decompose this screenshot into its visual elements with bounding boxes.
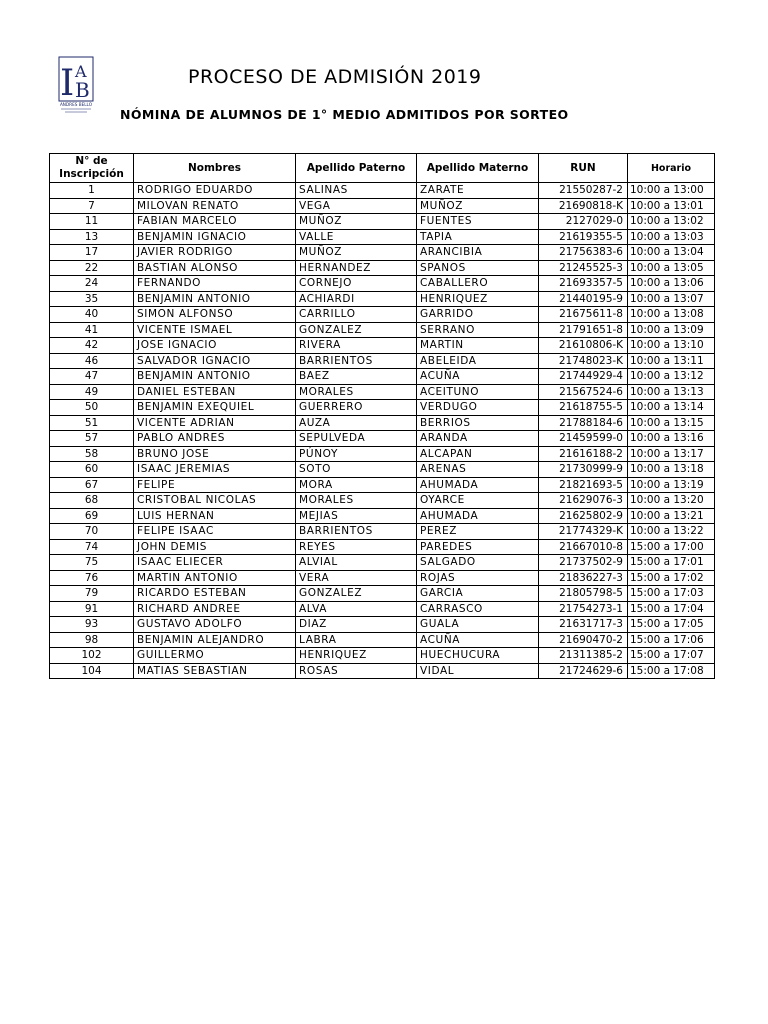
cell-nombres: CRISTOBAL NICOLAS [134,493,296,509]
cell-apellido-materno: PEREZ [417,524,539,540]
cell-nombres: BENJAMIN IGNACIO [134,229,296,245]
header-inscripcion [50,154,134,183]
table-row [50,477,715,493]
cell-nombres: FELIPE ISAAC [134,524,296,540]
cell-run: 21459599-0 [539,431,628,447]
table-row [50,276,715,292]
cell-nombres: GUILLERMO [134,648,296,664]
cell-apellido-paterno: SALINAS [296,183,417,199]
cell-inscripcion: 79 [50,586,134,602]
cell-apellido-materno: MUÑOZ [417,198,539,214]
cell-apellido-paterno: CORNEJO [296,276,417,292]
table-row [50,524,715,540]
cell-apellido-materno: AHUMADA [417,477,539,493]
table-row [50,183,715,199]
cell-horario: 10:00 a 13:18 [628,462,715,478]
cell-nombres: BENJAMIN ANTONIO [134,291,296,307]
cell-horario: 15:00 a 17:00 [628,539,715,555]
table-row [50,214,715,230]
cell-run: 21737502-9 [539,555,628,571]
cell-inscripcion: 46 [50,353,134,369]
cell-apellido-paterno: SEPULVEDA [296,431,417,447]
cell-apellido-materno: TAPIA [417,229,539,245]
cell-apellido-materno: VIDAL [417,663,539,679]
page-subtitle: NÓMINA DE ALUMNOS DE 1° MEDIO ADMITIDOS POR SORTEO [120,107,569,122]
table-row [50,229,715,245]
cell-horario: 10:00 a 13:08 [628,307,715,323]
cell-apellido-materno: GARRIDO [417,307,539,323]
cell-inscripcion: 75 [50,555,134,571]
cell-apellido-materno: HENRIQUEZ [417,291,539,307]
cell-apellido-paterno: CARRILLO [296,307,417,323]
cell-apellido-paterno: HENRIQUEZ [296,648,417,664]
cell-inscripcion: 74 [50,539,134,555]
cell-run: 21693357-5 [539,276,628,292]
cell-apellido-materno: OYARCE [417,493,539,509]
cell-inscripcion: 24 [50,276,134,292]
cell-nombres: JAVIER RODRIGO [134,245,296,261]
cell-nombres: VICENTE ADRIAN [134,415,296,431]
school-logo [55,55,97,119]
cell-apellido-materno: ACUÑA [417,632,539,648]
cell-nombres: SALVADOR IGNACIO [134,353,296,369]
table-row [50,446,715,462]
cell-run: 21756383-6 [539,245,628,261]
cell-horario: 10:00 a 13:00 [628,183,715,199]
cell-inscripcion: 68 [50,493,134,509]
cell-nombres: ISAAC JEREMIAS [134,462,296,478]
cell-apellido-paterno: VERA [296,570,417,586]
cell-horario: 10:00 a 13:19 [628,477,715,493]
cell-apellido-materno: SPANOS [417,260,539,276]
cell-inscripcion: 17 [50,245,134,261]
cell-horario: 10:00 a 13:20 [628,493,715,509]
cell-apellido-materno: ROJAS [417,570,539,586]
cell-nombres: BENJAMIN ANTONIO [134,369,296,385]
cell-inscripcion: 50 [50,400,134,416]
cell-horario: 10:00 a 13:05 [628,260,715,276]
cell-horario: 10:00 a 13:15 [628,415,715,431]
cell-apellido-paterno: MUÑOZ [296,245,417,261]
table-row [50,663,715,679]
cell-horario: 15:00 a 17:01 [628,555,715,571]
cell-run: 21631717-3 [539,617,628,633]
cell-inscripcion: 22 [50,260,134,276]
cell-apellido-materno: ACEITUNO [417,384,539,400]
table-row [50,632,715,648]
cell-apellido-paterno: BAEZ [296,369,417,385]
cell-horario: 10:00 a 13:14 [628,400,715,416]
cell-apellido-paterno: GONZALEZ [296,586,417,602]
cell-nombres: SIMON ALFONSO [134,307,296,323]
table-row [50,198,715,214]
cell-apellido-materno: FUENTES [417,214,539,230]
header-run: RUN [539,154,628,183]
cell-horario: 15:00 a 17:08 [628,663,715,679]
cell-nombres: LUIS HERNAN [134,508,296,524]
cell-inscripcion: 35 [50,291,134,307]
cell-nombres: BRUNO JOSE [134,446,296,462]
cell-horario: 15:00 a 17:04 [628,601,715,617]
cell-run: 21616188-2 [539,446,628,462]
table-row [50,291,715,307]
cell-run: 21690470-2 [539,632,628,648]
cell-horario: 10:00 a 13:09 [628,322,715,338]
cell-run: 21774329-K [539,524,628,540]
cell-inscripcion: 104 [50,663,134,679]
table-row [50,570,715,586]
cell-horario: 10:00 a 13:17 [628,446,715,462]
cell-apellido-materno: BERRIOS [417,415,539,431]
table-row [50,601,715,617]
cell-apellido-paterno: GONZALEZ [296,322,417,338]
cell-nombres: BASTIAN ALONSO [134,260,296,276]
cell-horario: 10:00 a 13:21 [628,508,715,524]
cell-horario: 10:00 a 13:01 [628,198,715,214]
table-row [50,431,715,447]
table-row [50,586,715,602]
cell-nombres: JOSE IGNACIO [134,338,296,354]
cell-apellido-paterno: MUÑOZ [296,214,417,230]
cell-horario: 15:00 a 17:07 [628,648,715,664]
page-title: PROCESO DE ADMISIÓN 2019 [188,66,482,88]
cell-horario: 10:00 a 13:02 [628,214,715,230]
cell-run: 21821693-5 [539,477,628,493]
cell-apellido-paterno: VEGA [296,198,417,214]
cell-inscripcion: 40 [50,307,134,323]
cell-nombres: ISAAC ELIECER [134,555,296,571]
cell-horario: 10:00 a 13:16 [628,431,715,447]
table-row [50,415,715,431]
cell-apellido-paterno: DIAZ [296,617,417,633]
cell-apellido-paterno: MEJIAS [296,508,417,524]
table-row [50,539,715,555]
cell-inscripcion: 11 [50,214,134,230]
cell-apellido-materno: GARCIA [417,586,539,602]
cell-run: 21567524-6 [539,384,628,400]
cell-inscripcion: 98 [50,632,134,648]
cell-run: 21744929-4 [539,369,628,385]
cell-run: 21805798-5 [539,586,628,602]
cell-apellido-paterno: LABRA [296,632,417,648]
cell-apellido-paterno: ACHIARDI [296,291,417,307]
cell-apellido-materno: CARRASCO [417,601,539,617]
header-inscripcion-line1: N° de [75,155,108,167]
cell-inscripcion: 7 [50,198,134,214]
table-row [50,260,715,276]
cell-nombres: GUSTAVO ADOLFO [134,617,296,633]
table-row [50,462,715,478]
header-nombres: Nombres [134,154,296,183]
table-row [50,555,715,571]
cell-apellido-materno: GUALA [417,617,539,633]
cell-nombres: FABIAN MARCELO [134,214,296,230]
cell-apellido-paterno: GUERRERO [296,400,417,416]
cell-nombres: JOHN DEMIS [134,539,296,555]
header-horario: Horario [628,154,715,183]
svg-text:I: I [60,63,75,104]
cell-horario: 10:00 a 13:04 [628,245,715,261]
cell-horario: 10:00 a 13:07 [628,291,715,307]
cell-horario: 10:00 a 13:12 [628,369,715,385]
header-apellido-paterno: Apellido Paterno [296,154,417,183]
cell-horario: 10:00 a 13:10 [628,338,715,354]
svg-text:A: A [75,62,87,81]
cell-inscripcion: 58 [50,446,134,462]
cell-apellido-materno: AHUMADA [417,508,539,524]
cell-apellido-materno: MARTIN [417,338,539,354]
table-row [50,508,715,524]
cell-horario: 10:00 a 13:13 [628,384,715,400]
cell-apellido-materno: HUECHUCURA [417,648,539,664]
cell-apellido-paterno: VALLE [296,229,417,245]
cell-horario: 15:00 a 17:05 [628,617,715,633]
cell-run: 21550287-2 [539,183,628,199]
cell-run: 2127029-0 [539,214,628,230]
cell-nombres: MILOVAN RENATO [134,198,296,214]
cell-apellido-paterno: ALVA [296,601,417,617]
table-row [50,322,715,338]
cell-horario: 10:00 a 13:11 [628,353,715,369]
cell-horario: 15:00 a 17:02 [628,570,715,586]
cell-horario: 10:00 a 13:06 [628,276,715,292]
cell-run: 21748023-K [539,353,628,369]
cell-inscripcion: 102 [50,648,134,664]
cell-apellido-paterno: ROSAS [296,663,417,679]
table-row [50,493,715,509]
cell-apellido-paterno: PÚNOY [296,446,417,462]
cell-apellido-paterno: REYES [296,539,417,555]
cell-inscripcion: 70 [50,524,134,540]
table-row [50,384,715,400]
cell-nombres: RODRIGO EDUARDO [134,183,296,199]
cell-nombres: FELIPE [134,477,296,493]
cell-run: 21440195-9 [539,291,628,307]
table-row [50,353,715,369]
cell-run: 21754273-1 [539,601,628,617]
cell-inscripcion: 69 [50,508,134,524]
header-inscripcion-line2: Inscripción [59,168,124,180]
table-row [50,648,715,664]
cell-run: 21311385-2 [539,648,628,664]
header-apellido-materno: Apellido Materno [417,154,539,183]
cell-apellido-materno: ARANDA [417,431,539,447]
cell-horario: 15:00 a 17:06 [628,632,715,648]
cell-inscripcion: 13 [50,229,134,245]
cell-inscripcion: 93 [50,617,134,633]
table-row [50,307,715,323]
cell-horario: 10:00 a 13:03 [628,229,715,245]
cell-apellido-paterno: HERNANDEZ [296,260,417,276]
cell-inscripcion: 42 [50,338,134,354]
cell-nombres: RICARDO ESTEBAN [134,586,296,602]
table-row [50,400,715,416]
cell-run: 21791651-8 [539,322,628,338]
cell-run: 21618755-5 [539,400,628,416]
cell-run: 21690818-K [539,198,628,214]
cell-inscripcion: 41 [50,322,134,338]
table-body [50,183,715,679]
cell-nombres: BENJAMIN ALEJANDRO [134,632,296,648]
cell-inscripcion: 67 [50,477,134,493]
cell-apellido-materno: ABELEIDA [417,353,539,369]
cell-run: 21667010-8 [539,539,628,555]
admitted-students-table [49,153,715,679]
cell-run: 21730999-9 [539,462,628,478]
cell-apellido-materno: ARENAS [417,462,539,478]
cell-run: 21724629-6 [539,663,628,679]
cell-inscripcion: 91 [50,601,134,617]
cell-nombres: FERNANDO [134,276,296,292]
cell-run: 21629076-3 [539,493,628,509]
cell-nombres: MARTIN ANTONIO [134,570,296,586]
cell-apellido-materno: ZARATE [417,183,539,199]
cell-nombres: BENJAMIN EXEQUIEL [134,400,296,416]
cell-apellido-paterno: BARRIENTOS [296,524,417,540]
cell-apellido-materno: SERRANO [417,322,539,338]
cell-apellido-paterno: AUZA [296,415,417,431]
cell-run: 21625802-9 [539,508,628,524]
cell-inscripcion: 47 [50,369,134,385]
table-row [50,338,715,354]
cell-run: 21610806-K [539,338,628,354]
cell-apellido-materno: ALCAPAN [417,446,539,462]
cell-apellido-materno: SALGADO [417,555,539,571]
cell-horario: 10:00 a 13:22 [628,524,715,540]
cell-run: 21675611-8 [539,307,628,323]
cell-apellido-materno: ACUÑA [417,369,539,385]
cell-inscripcion: 60 [50,462,134,478]
table-row [50,245,715,261]
cell-inscripcion: 57 [50,431,134,447]
table-row [50,369,715,385]
cell-inscripcion: 76 [50,570,134,586]
cell-apellido-paterno: ALVIAL [296,555,417,571]
cell-run: 21788184-6 [539,415,628,431]
school-crest-icon [55,55,97,119]
cell-nombres: VICENTE ISMAEL [134,322,296,338]
cell-inscripcion: 1 [50,183,134,199]
cell-apellido-paterno: BARRIENTOS [296,353,417,369]
svg-text:ANDRES BELLO: ANDRES BELLO [59,102,93,107]
cell-run: 21245525-3 [539,260,628,276]
cell-horario: 15:00 a 17:03 [628,586,715,602]
cell-nombres: MATIAS SEBASTIAN [134,663,296,679]
cell-apellido-paterno: MORA [296,477,417,493]
cell-apellido-materno: CABALLERO [417,276,539,292]
table-row [50,617,715,633]
cell-apellido-materno: ARANCIBIA [417,245,539,261]
cell-nombres: DANIEL ESTEBAN [134,384,296,400]
cell-run: 21836227-3 [539,570,628,586]
cell-apellido-materno: PAREDES [417,539,539,555]
table-header-row [50,154,715,183]
cell-apellido-paterno: SOTO [296,462,417,478]
svg-text:B: B [75,78,90,102]
cell-nombres: RICHARD ANDREE [134,601,296,617]
cell-nombres: PABLO ANDRES [134,431,296,447]
cell-inscripcion: 49 [50,384,134,400]
cell-apellido-materno: VERDUGO [417,400,539,416]
cell-apellido-paterno: MORALES [296,493,417,509]
cell-apellido-paterno: MORALES [296,384,417,400]
cell-run: 21619355-5 [539,229,628,245]
cell-inscripcion: 51 [50,415,134,431]
cell-apellido-paterno: RIVERA [296,338,417,354]
